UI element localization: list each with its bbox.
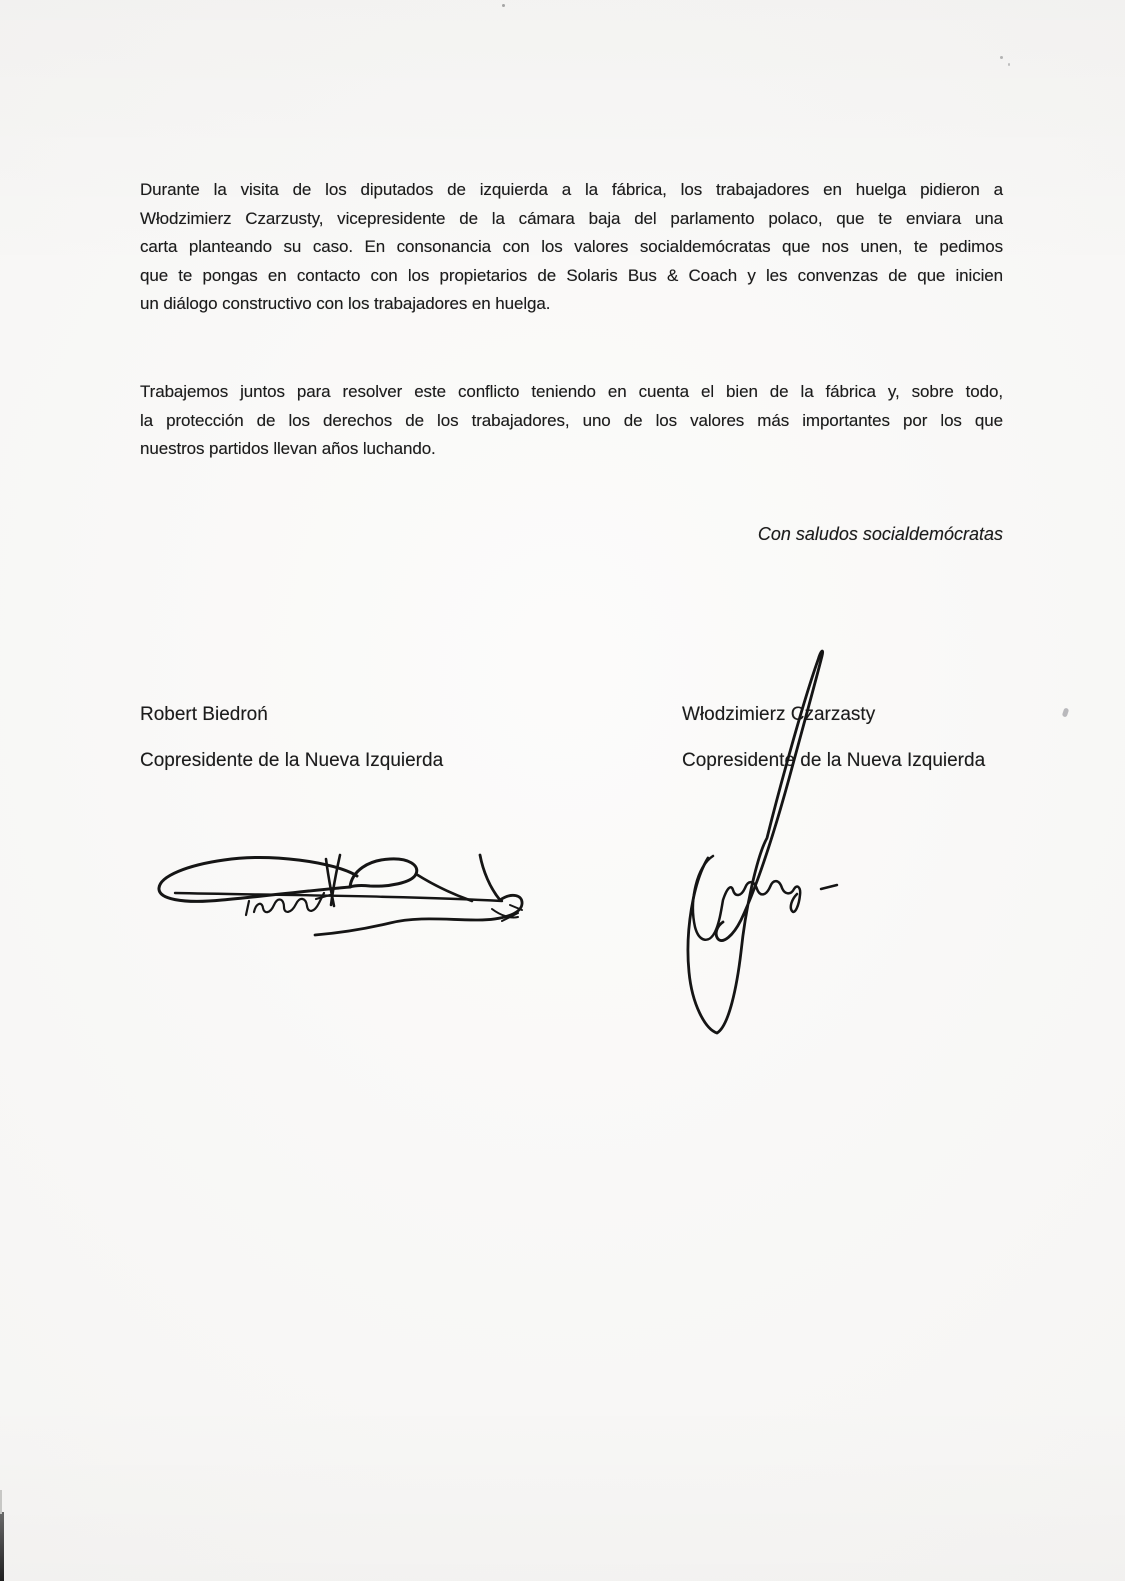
- scan-speck: [1062, 707, 1070, 717]
- paragraph-1-line: Durante la visita de los diputados de izquierda a la fábrica, los trabajadores en huelga pidieron a: [140, 180, 1003, 199]
- signer-name-wlodzimierz-czarzasty: Włodzimierz Czarzasty: [682, 704, 876, 725]
- wlodzimierz-czarzasty-signature: [675, 642, 855, 1046]
- scan-speck: [1008, 63, 1010, 66]
- signer-name-robert-biedron: Robert Biedroń: [140, 704, 268, 725]
- paragraph-1-line: Włodzimierz Czarzusty, vicepresidente de la cámara baja del parlamento polaco, que te enviara una: [140, 208, 1003, 228]
- closing-salutation: Con saludos socialdemócratas: [757, 524, 1003, 544]
- robert-biedron-signature: [150, 843, 535, 948]
- signer-title-left: Copresidente de la Nueva Izquierda: [140, 750, 444, 771]
- scan-speck: [502, 4, 505, 7]
- paragraph-2-line: la protección de los derechos de los trabajadores, uno de los valores más importantes por los que: [140, 410, 1003, 430]
- paragraph-1-line: carta planteando su caso. En consonancia con los valores socialdemócratas que nos unen, te pedimos: [140, 237, 1003, 257]
- scan-speck: [1000, 56, 1003, 59]
- signer-title-right: Copresidente de la Nueva Izquierda: [682, 750, 986, 771]
- paragraph-2-line: nuestros partidos llevan años luchando.: [140, 439, 436, 459]
- paragraph-2: [140, 378, 1003, 464]
- paragraph-1-line: que te pongas en contacto con los propietarios de Solaris Bus & Coach y les convenzas de que inicien: [140, 265, 1003, 285]
- paragraph-1-line: un diálogo constructivo con los trabajadores en huelga.: [140, 294, 551, 314]
- paragraph-1: [140, 176, 1003, 319]
- paragraph-2-line: Trabajemos juntos para resolver este conflicto teniendo en cuenta el bien de la fábrica y, sobre todo,: [140, 382, 1003, 401]
- scan-edge-artifact: [0, 1512, 4, 1581]
- scan-edge-artifact-faint: [0, 1490, 2, 1514]
